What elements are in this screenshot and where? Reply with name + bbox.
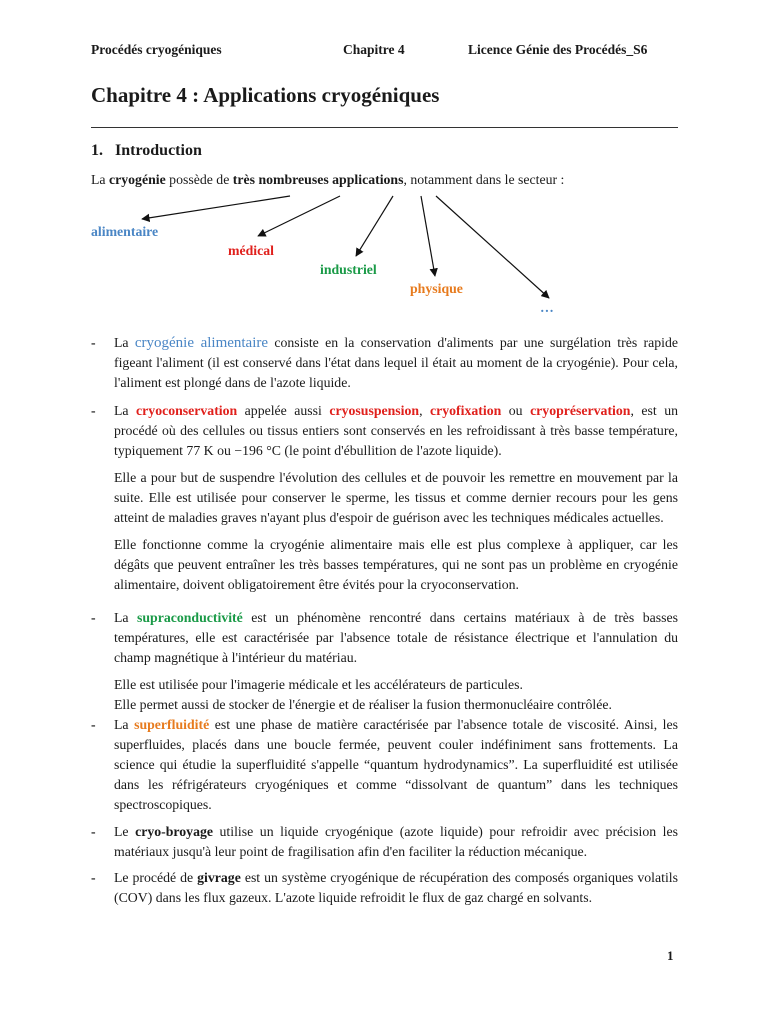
text: utilise un liquide cryogénique (azote liquide) pour refroidir avec précision les matériaux jusqu'à leur point de fragilisation afin d'en faciliter la réduction mécanique. — [114, 824, 678, 859]
keyword-cryogenie-alimentaire: cryogénie alimentaire — [134, 335, 269, 351]
list-item-givrage — [91, 868, 678, 908]
bullet-dash: - — [91, 824, 96, 839]
arrow-to-medical — [258, 196, 340, 236]
arrow-to-alimentaire — [142, 196, 290, 219]
text: Elle est utilisée pour l'imagerie médicale et les accélérateurs de particules. — [114, 677, 523, 692]
sector-etc: … — [540, 300, 554, 315]
header-chapter: Chapitre 4 — [343, 42, 405, 57]
sector-physique: physique — [410, 281, 463, 296]
keyword-superfluidite: superfluidité — [134, 717, 210, 732]
keyword-givrage: givrage — [197, 870, 241, 885]
keyword-cryoconservation: cryoconservation — [136, 403, 238, 418]
text: La — [114, 335, 135, 350]
sectors-arrow-diagram — [0, 0, 768, 330]
text: , est un procédé où des cellules ou tissus entiers sont conservés en les refroidissant à très basse température, typiquement 77 K ou −196 °C (le point d'ébullition de l'azote liquide). — [114, 403, 678, 458]
intro-text: , notamment dans le secteur : — [403, 172, 565, 187]
bullet-dash: - — [91, 717, 96, 732]
arrow-to-physique — [421, 196, 435, 276]
list-item-superfluidite — [91, 715, 678, 815]
keyword-cryopreservation: cryopréservation — [530, 403, 631, 418]
paragraph — [114, 333, 678, 393]
sector-medical: médical — [228, 243, 274, 258]
intro-keyword-cryogenie: cryogénie — [109, 172, 166, 187]
section-number: 1. — [91, 142, 103, 159]
text: est une phase de matière caractérisée par l'absence totale de viscosité. Ainsi, les superfluides, placés dans une boucle fermée, peuvent couler indéfiniment sans frottements. La science qui étudie la superfluidité s'appelle “quantum hydrodynamics”. La superfluidité est utilisée dans les réfrigérateurs cryogéniques et comme “dissolvant de quantum” dans les techniques spectroscopiques. — [114, 717, 678, 812]
paragraph: Elle fonctionne comme la cryogénie alimentaire mais elle est plus complexe à appliquer, car les dégâts que peuvent entraîner les très basses températures, qui ne sont pas un problème en cryogénie alimentaire, doivent obligatoirement être évités pour la cryoconservation. — [114, 537, 678, 592]
arrow-to-industriel — [356, 196, 393, 256]
chapter-title: Chapitre 4 : Applications cryogéniques — [91, 83, 440, 107]
paragraph — [114, 608, 678, 668]
text: ou — [501, 403, 531, 418]
text: , — [419, 403, 431, 418]
intro-text: La — [91, 172, 110, 187]
sector-industriel: industriel — [320, 262, 377, 277]
text: La — [114, 717, 135, 732]
paragraph — [114, 715, 678, 815]
text: La — [114, 403, 137, 418]
list-item-cryogenie-alimentaire — [91, 333, 678, 393]
list-item-supraconductivite — [91, 608, 678, 715]
text: Le — [114, 824, 136, 839]
list-item-cryoconservation — [91, 401, 678, 595]
paragraph: Elle a pour but de suspendre l'évolution des cellules et de pouvoir les remettre en mouvement par la suite. Elle est utilisée pour conserver le sperme, les tissus et comme dernier recours pour les gens atteint de maladies graves n'ayant plus d'espoir de guérison avec les techniques médicales actuelles. — [114, 470, 678, 525]
bullet-dash: - — [91, 403, 96, 418]
keyword-cryosuspension: cryosuspension — [329, 403, 420, 418]
text: La — [114, 610, 137, 625]
sector-alimentaire: alimentaire — [91, 224, 159, 239]
header-program: Licence Génie des Procédés_S6 — [468, 42, 648, 57]
text: est un système cryogénique de récupération des composés organiques volatils (COV) dans les flux gazeux. L'azote liquide refroidit le flux de gaz chargé en solvants. — [114, 870, 678, 905]
keyword-cryofixation: cryofixation — [430, 403, 502, 418]
section-title: Introduction — [115, 142, 202, 159]
paragraph — [114, 401, 678, 461]
paragraph — [114, 822, 678, 862]
keyword-supraconductivite: supraconductivité — [136, 610, 243, 625]
paragraph — [114, 868, 678, 908]
page-number: 1 — [667, 948, 674, 963]
text: est un phénomène rencontré dans certains matériaux à de très basses températures, elle est caractérisée par l'absence totale de résistance électrique et l'annulation du champ magnétique à l'intérieur du matériau. — [114, 610, 678, 665]
bullet-dash: - — [91, 610, 96, 625]
text: consiste en la conservation d'aliments par une surgélation très rapide figeant l'aliment (il est conservé dans l'état dans lequel il était au moment de la cryogénie). Pour cela, l'aliment est plongé dans de l'azote liquide. — [114, 335, 678, 390]
paragraph — [114, 675, 678, 715]
bullet-dash: - — [91, 870, 96, 885]
bullet-dash: - — [91, 335, 96, 350]
header-course: Procédés cryogéniques — [91, 42, 222, 57]
text: appelée aussi — [237, 403, 330, 418]
intro-keyword-applications: très nombreuses applications — [232, 172, 404, 187]
keyword-cryo-broyage: cryo-broyage — [135, 824, 213, 839]
text: Elle permet aussi de stocker de l'énergie et de réaliser la fusion thermonucléaire contrôlée. — [114, 697, 612, 712]
text: Le procédé de — [114, 870, 198, 885]
list-item-cryo-broyage — [91, 822, 678, 862]
intro-text: possède de — [165, 172, 233, 187]
